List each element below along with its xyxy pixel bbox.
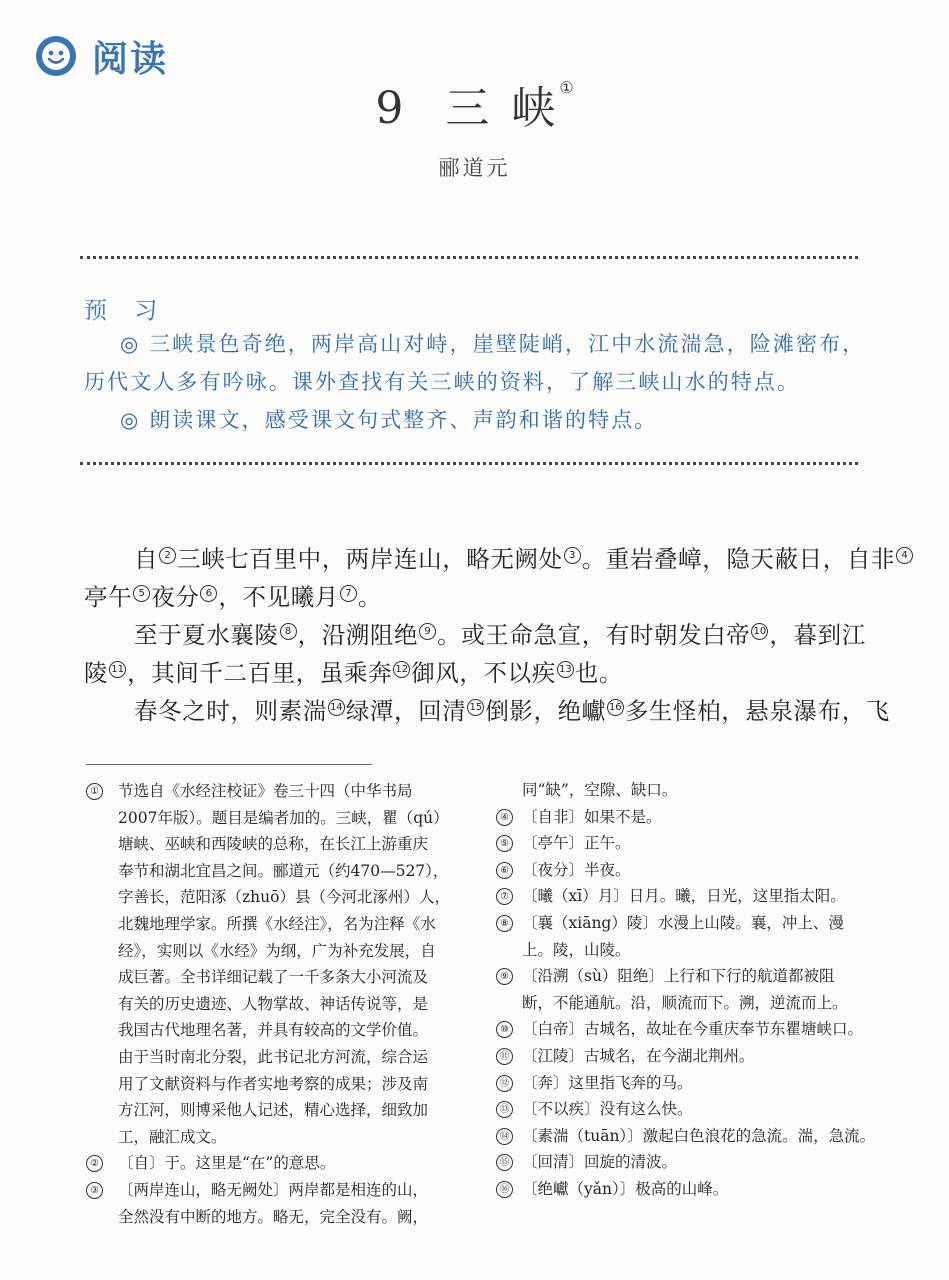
footnote-ref: 2 — [159, 547, 176, 564]
footnote-marker: ⑯ — [496, 1181, 513, 1198]
footnotes-right — [496, 777, 906, 1203]
author: 郦道元 — [438, 156, 511, 180]
footnote-text: 〔夜分〕半夜。 — [522, 860, 631, 879]
footnote-ref: 13 — [557, 661, 574, 678]
footnote-marker: ④ — [496, 809, 513, 826]
footnote — [496, 883, 906, 910]
preview-line: ◎ 三峡景色奇绝，两岸高山对峙，崖壁陡峭，江中水流湍急，险滩密布， — [120, 332, 866, 356]
footnote-marker: ⑮ — [496, 1154, 513, 1171]
footnote-text: 节选自《水经注校证》卷三十四（中华书局 2007年版）。题目是编者加的。三峡，瞿（qú） 塘峡、巫峡和西陵峡的总称，在长江上游重庆 奉节和湖北宜昌之间。郦道元（约470—527）， 字善长，范阳涿（zhuō）县（今河北涿州）人， 北魏地理学家。所撰《水经注》，名为注释《水 经》，实则以《水经》为纲，广为补充发展，自 成巨著。全书详细记载了一千多条大小河流及 有关的历史遗迹、人物掌故、神话传说等，是 我国古代地理名著，并具有较高的文学价值。 由于当时南北分裂，此书记北方河流，综合运 用了文献资料与作者实地考察的成果；涉及南 方江河，则博采他人记述，精心选择，细致加 工，融汇成文。 — [118, 782, 450, 1146]
body-line: 自 2 三峡七百里中，两岸连山，略无阙处 3 。重岩叠嶂，隐天蔽日，自非 4 — [84, 540, 914, 574]
lesson-title — [0, 72, 949, 136]
footnote-text: 〔沿溯（sù）阻绝〕上行和下行的航道都被阻 断，不能通航。沿，顺流而下。溯，逆流而上。 — [522, 967, 848, 1012]
footnote — [496, 963, 906, 1016]
footnote-text: 同“缺”，空隙、缺口。 — [522, 781, 678, 799]
divider-bottom — [80, 462, 858, 465]
footnote-ref: 12 — [393, 661, 410, 678]
footnote-text: 〔亭午〕正午。 — [522, 834, 631, 853]
footnote-marker: ⑪ — [496, 1048, 513, 1065]
footnote — [86, 1177, 478, 1230]
footnote — [496, 1070, 906, 1097]
footnote — [496, 804, 906, 831]
footnote-marker: ⑥ — [496, 862, 513, 879]
footnote-marker: ② — [86, 1155, 103, 1172]
footnote-ref: 7 — [340, 585, 357, 602]
footnote-text: 〔奔〕这里指飞奔的马。 — [522, 1073, 693, 1092]
footnote-marker: ⑬ — [496, 1101, 513, 1118]
footnote-text: 〔白帝〕古城名，故址在今重庆奉节东瞿塘峡口。 — [522, 1020, 864, 1039]
footnote-rule — [86, 764, 372, 765]
footnote-marker: ③ — [86, 1182, 103, 1199]
footnote-marker: ① — [86, 783, 103, 800]
footnote-ref: 5 — [133, 585, 150, 602]
footnote-text: 〔江陵〕古城名，在今湖北荆州。 — [522, 1046, 755, 1065]
footnote-ref: 16 — [607, 699, 624, 716]
footnote-text: 〔自〕于。这里是“在”的意思。 — [118, 1154, 336, 1173]
footnote-text: 〔绝巘（yǎn）〕极高的山峰。 — [522, 1179, 729, 1198]
footnote-marker: ⑭ — [496, 1128, 513, 1145]
footnote — [496, 910, 906, 963]
footnotes-left — [86, 778, 478, 1230]
footnote-ref: 8 — [280, 623, 297, 640]
footnote-text: 〔不以疾〕没有这么快。 — [522, 1100, 693, 1119]
footnote — [496, 1016, 906, 1043]
section-label: 阅读 — [92, 38, 169, 80]
footnote — [496, 1123, 906, 1150]
footnote-marker: ⑫ — [496, 1075, 513, 1092]
footnote-ref: 15 — [467, 699, 484, 716]
footnote-ref: 14 — [328, 699, 345, 716]
footnote-marker: ⑦ — [496, 888, 513, 905]
preview-line: 历代文人多有吟咏。课外查找有关三峡的资料，了解三峡山水的特点。 — [84, 370, 801, 394]
preview-line: ◎ 朗读课文，感受课文句式整齐、声韵和谐的特点。 — [120, 408, 658, 432]
lesson-number: 9 — [375, 83, 408, 134]
footnote — [496, 1096, 906, 1123]
footnote — [496, 1176, 906, 1203]
lesson-title-text: 三 峡 — [445, 83, 560, 134]
footnote-text: 〔自非〕如果不是。 — [522, 807, 662, 826]
footnote-marker: ⑧ — [496, 915, 513, 932]
footnote-ref: 11 — [109, 661, 126, 678]
footnote-continuation — [496, 777, 906, 804]
footnote — [496, 830, 906, 857]
footnote — [86, 778, 478, 1150]
title-footnote-mark: ① — [559, 78, 574, 97]
footnote-ref: 10 — [751, 623, 768, 640]
footnote-marker: ⑤ — [496, 835, 513, 852]
body-line: 陵 11 ，其间千二百里，虽乘奔 12 御风，不以疾 13 也。 — [84, 659, 624, 687]
body-line: 至于夏水襄陵 8 ，沿溯阻绝 9 。或王命急宣，有时朝发白帝 10 ，暮到江 — [134, 621, 866, 649]
footnote-text: 〔回清〕回旋的清波。 — [522, 1153, 678, 1172]
footnote-ref: 9 — [419, 623, 436, 640]
footnote-marker: ⑩ — [496, 1021, 513, 1038]
footnote-ref: 3 — [564, 547, 581, 564]
footnote-text: 〔襄（xiāng）陵〕水漫上山陵。襄，冲上、漫 上。陵，山陵。 — [522, 913, 844, 959]
body-line: 春冬之时，则素湍 14 绿潭，回清 15 倒影，绝巘 16 多生怪柏，悬泉瀑布，飞 — [134, 697, 890, 725]
footnote — [496, 857, 906, 884]
footnote — [496, 1149, 906, 1176]
footnote — [496, 1043, 906, 1070]
footnote-text: 〔两岸连山，略无阙处〕两岸都是相连的山， 全然没有中断的地方。略无，完全没有。阙， — [118, 1180, 429, 1226]
footnote-ref: 6 — [200, 585, 217, 602]
divider-top — [80, 256, 858, 259]
body-line: 亭午 5 夜分 6 ，不见曦月 7 。 — [84, 583, 383, 611]
footnote-text: 〔素湍（tuān）〕激起白色浪花的急流。湍，急流。 — [522, 1126, 876, 1145]
footnote-ref: 4 — [896, 547, 913, 564]
footnote-text: 〔曦（xī）月〕日月。曦，日光，这里指太阳。 — [522, 887, 846, 906]
footnote — [86, 1150, 478, 1177]
preview-heading: 预 习 — [84, 298, 168, 324]
footnote-marker: ⑨ — [496, 968, 513, 985]
